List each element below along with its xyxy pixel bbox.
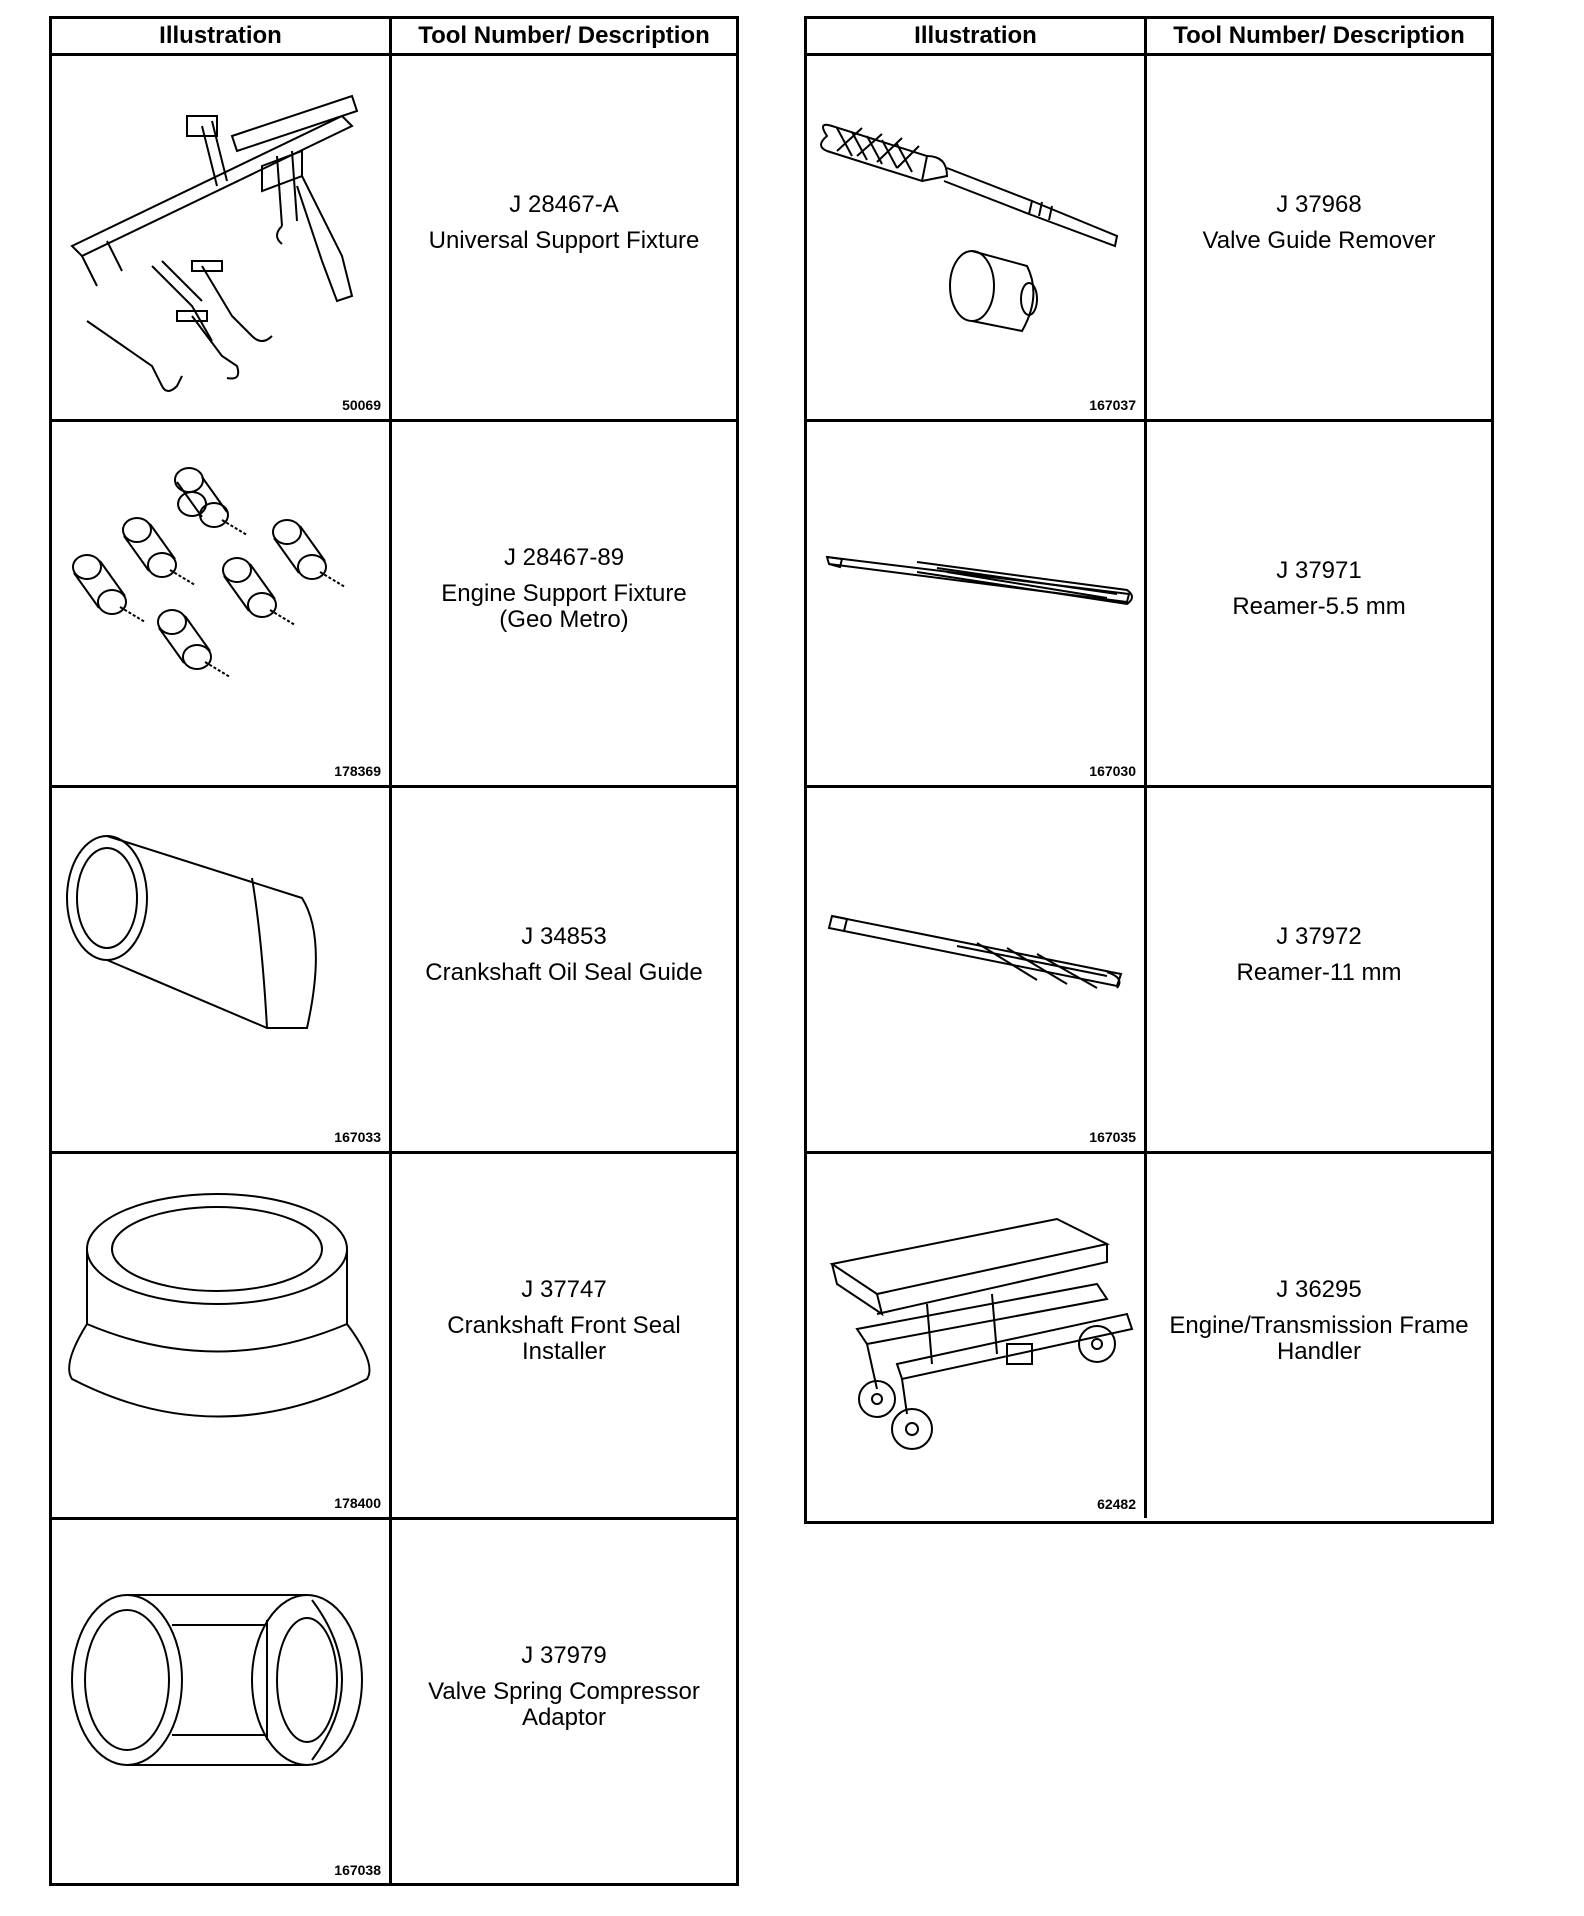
crankshaft-oil-seal-guide-icon	[52, 788, 389, 1154]
figure-number: 178400	[334, 1495, 381, 1511]
illustration-cell	[52, 1154, 392, 1517]
tool-number: J 37972	[1276, 922, 1362, 950]
tool-description: Valve Guide Remover	[1202, 226, 1436, 254]
table-row	[52, 1520, 736, 1884]
illustration-cell	[52, 1520, 392, 1884]
tool-description-cell	[392, 1154, 736, 1517]
illustration-header: Illustration	[807, 19, 1147, 53]
figure-number: 50069	[342, 397, 381, 413]
figure-number: 167037	[1089, 397, 1136, 413]
tool-number: J 37971	[1276, 556, 1362, 584]
illustration-cell	[807, 1154, 1147, 1518]
illustration-cell	[52, 422, 392, 785]
illustration-header: Illustration	[52, 19, 392, 53]
tool-description: Reamer-11 mm	[1236, 958, 1402, 986]
illustration-cell	[807, 788, 1147, 1151]
tool-description: Universal Support Fixture	[428, 226, 700, 254]
tool-description-cell	[1147, 422, 1491, 785]
tool-description-cell	[392, 422, 736, 785]
tool-description-cell	[392, 788, 736, 1151]
figure-number: 167033	[334, 1129, 381, 1145]
reamer-11mm-icon	[807, 788, 1144, 1154]
universal-support-fixture-icon	[52, 56, 389, 422]
table-row	[807, 422, 1491, 788]
valve-spring-compressor-adaptor-icon	[52, 1520, 389, 1884]
table-row	[52, 56, 736, 422]
engine-support-fixture-icon	[52, 422, 389, 788]
valve-guide-remover-icon	[807, 56, 1144, 422]
table-row	[807, 788, 1491, 1154]
figure-number: 167038	[334, 1862, 381, 1878]
table-row	[52, 422, 736, 788]
tool-description-cell	[392, 56, 736, 419]
tool-description: Engine Support Fixture (Geo Metro)	[441, 579, 687, 633]
table-row	[52, 1154, 736, 1520]
figure-number: 178369	[334, 763, 381, 779]
illustration-cell	[52, 788, 392, 1151]
left-tool-table	[49, 16, 739, 1886]
tool-description-cell	[392, 1520, 736, 1884]
illustration-cell	[807, 56, 1147, 419]
figure-number: 62482	[1097, 1496, 1136, 1512]
tool-description: Valve Spring Compressor Adaptor	[428, 1678, 700, 1731]
tool-description-cell	[1147, 788, 1491, 1151]
table-row	[807, 56, 1491, 422]
description-header: Tool Number/ Description	[418, 22, 710, 49]
tool-number: J 37968	[1276, 190, 1362, 218]
reamer-5-5mm-icon	[807, 422, 1144, 788]
tool-number: J 37747	[521, 1275, 607, 1303]
tool-number: J 34853	[521, 922, 607, 950]
tool-number: J 37979	[521, 1642, 607, 1669]
illustration-cell	[52, 56, 392, 419]
figure-number: 167030	[1089, 763, 1136, 779]
table-header	[52, 19, 736, 56]
illustration-cell	[807, 422, 1147, 785]
tool-description: Reamer-5.5 mm	[1232, 592, 1406, 620]
tool-description: Crankshaft Oil Seal Guide	[425, 958, 703, 986]
tool-description-cell	[1147, 1154, 1491, 1518]
tool-description: Crankshaft Front Seal Installer	[447, 1311, 681, 1365]
table-row	[807, 1154, 1491, 1518]
right-tool-table	[804, 16, 1494, 1524]
figure-number: 167035	[1089, 1129, 1136, 1145]
description-header: Tool Number/ Description	[1173, 22, 1465, 49]
tool-number: J 28467-A	[509, 190, 619, 218]
tool-description: Engine/Transmission Frame Handler	[1169, 1312, 1469, 1365]
tool-number: J 28467-89	[503, 543, 625, 571]
tool-number: J 36295	[1276, 1276, 1362, 1303]
table-header	[807, 19, 1491, 56]
table-row	[52, 788, 736, 1154]
crankshaft-front-seal-installer-icon	[52, 1154, 389, 1520]
frame-handler-icon	[807, 1154, 1144, 1518]
tool-description-cell	[1147, 56, 1491, 419]
